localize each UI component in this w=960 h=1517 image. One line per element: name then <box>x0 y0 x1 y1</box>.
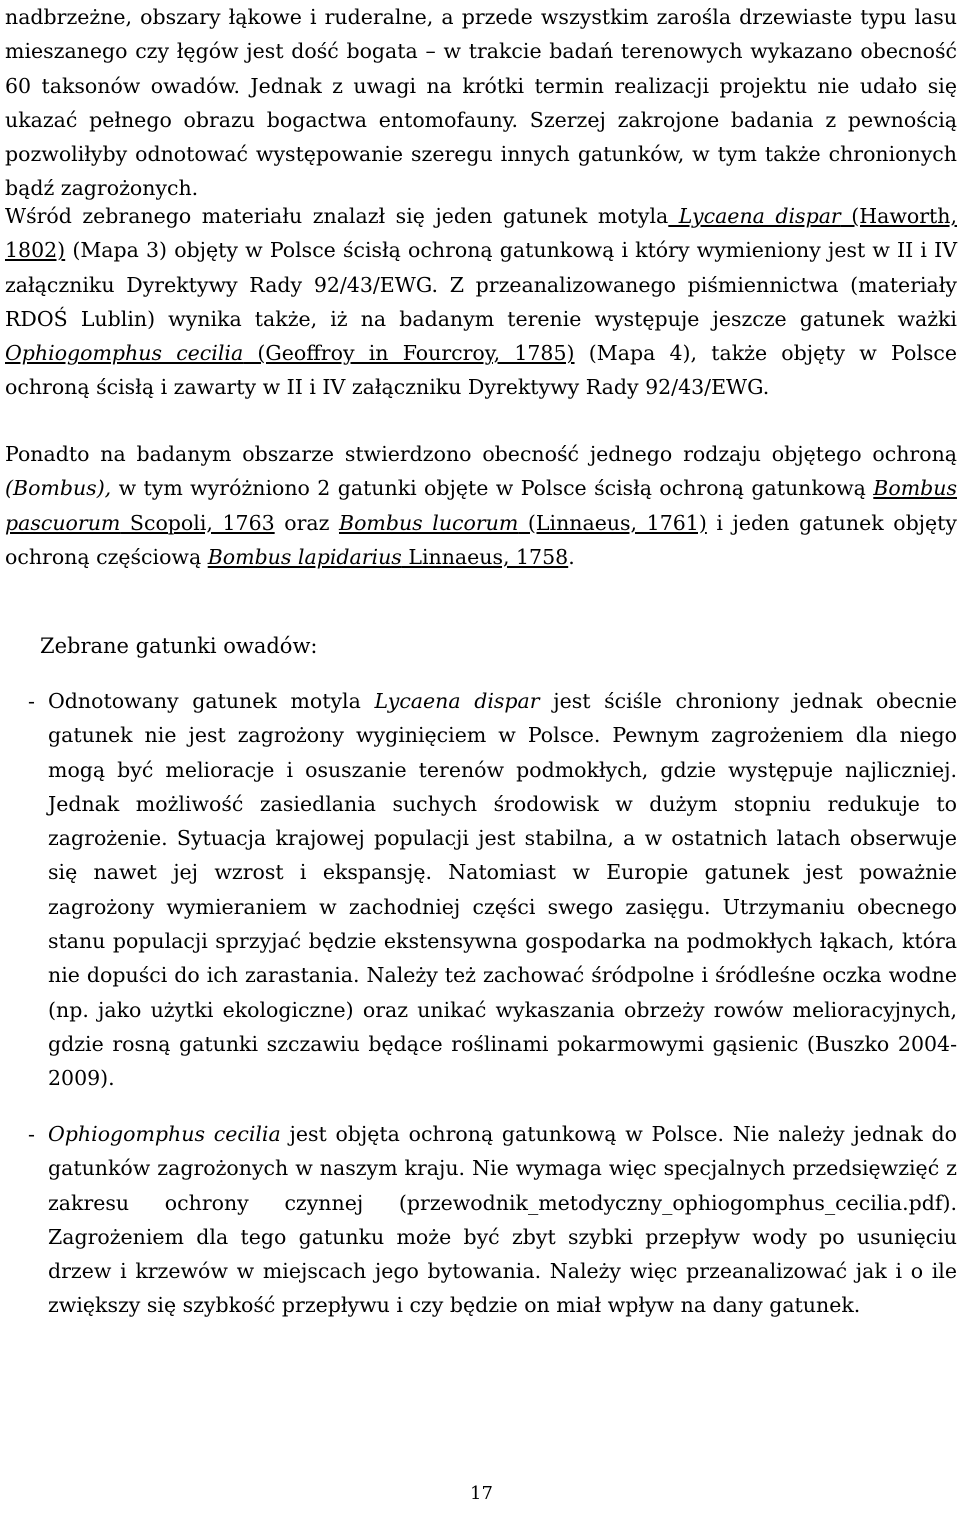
list-item-text <box>48 1117 957 1323</box>
text-segment: (Mapa 3) objęty w Polsce ścisłą ochroną gatunkową i który wymieniony jest w II i IV załączniku Dyrektywy Rady 92/43/EWG. Z przeanalizowanego piśmiennictwa (materiały RDOŚ Lublin) wynika także, iż na badanym terenie występuje jeszcze gatunek ważki <box>5 238 957 331</box>
species-name: Ophiogomphus cecilia <box>5 341 244 366</box>
species-name: Lycaena dispar <box>374 689 540 713</box>
species-name: Bombus pascuorum <box>5 476 957 535</box>
text-segment: jest ściśle chroniony jednak obecnie gatunek nie jest zagrożony wyginięciem w Polsce. Pewnym zagrożeniem dla niego mogą być melioracje i osuszanie terenów podmokłych, gdzie występuje najliczniej. Jednak możliwość zasiedlania suchych środowisk w dużym stopniu redukuje to zagrożenie. Sytuacja krajowej populacji jest stabilna, a w ostatnich latach obserwuje się nawet jej wzrost i ekspansję. Natomiast w Europie gatunek jest poważnie zagrożony wymieraniem w zachodniej części swego zasięgu. Utrzymaniu obecnego stanu populacji sprzyjać będzie ekstensywna gospodarka na podmokłych łąkach, która nie dopuści do ich zarastania. Należy też zachować śródpolne i śródleśne oczka wodne (np. jako użytki ekologiczne) oraz unikać wykaszania obrzeży rowów melioracyjnych, gdzie rosną gatunki szczawiu będące roślinami pokarmowymi gąsienic (Buszko 2004-2009). <box>48 689 957 1091</box>
species-bombus-lapidarius-ref <box>208 545 568 569</box>
species-author: Scopoli, 1763 <box>120 510 275 535</box>
text-segment: i jeden gatunek objęty ochroną częściową <box>5 510 957 569</box>
species-name: Lycaena dispar <box>668 204 841 228</box>
text-segment: Ponadto na badanym obszarze stwierdzono obecność jednego rodzaju objętego ochroną <box>5 442 957 466</box>
species-name: Bombus lapidarius <box>207 544 402 569</box>
text-segment: Odnotowany gatunek motyla <box>48 689 375 713</box>
section-heading: Zebrane gatunki owadów: <box>40 634 318 658</box>
species-author: (Linnaeus, 1761) <box>518 510 707 535</box>
species-bombus-lucorum-ref <box>339 511 707 535</box>
paragraph-1-text: nadbrzeżne, obszary łąkowe i ruderalne, a przede wszystkim zarośla drzewiaste typu lasu mieszanego czy łęgów jest dość bogata – w trakcie badań terenowych wykazano obecność 60 taksonów owadów. Jednak z uwagi na krótki termin realizacji projektu nie udało się ukazać pełnego obrazu bogactwa entomofauny. Szerzej zakrojone badania z pewnością pozwoliłyby odnotować występowanie szeregu innych gatunków, w tym także chronionych bądź zagrożonych. <box>5 5 957 201</box>
text-segment: (Mapa 4), także objęty w Polsce ochroną ścisłą i zawarty w II i IV załączniku Dyrektywy Rady 92/43/EWG. <box>5 341 958 400</box>
species-ophiogomphus-cecilia-ref <box>5 341 575 365</box>
list-item-lycaena-dispar <box>28 684 957 1096</box>
list-bullet: - <box>28 689 35 713</box>
paragraph-protected-species <box>5 199 957 405</box>
paragraph-bombus <box>5 437 957 574</box>
list-bullet: - <box>28 1122 35 1146</box>
species-name: Ophiogomphus cecilia <box>48 1122 281 1146</box>
species-author: (Geoffroy in Fourcroy, 1785) <box>243 341 575 366</box>
list-item-ophiogomphus-cecilia <box>28 1117 957 1323</box>
text-segment: oraz <box>274 510 339 535</box>
genus-bombus: (Bombus), <box>5 476 112 501</box>
species-author: Linnaeus, 1758 <box>401 544 569 569</box>
text-segment: jest objęta ochroną gatunkową w Polsce. Nie należy jednak do gatunków zagrożonych w naszym kraju. Nie wymaga więc specjalnych przedsięwzięć z zakresu ochrony czynnej (przewodnik_metodyczny_ophiogomphus_cecilia.pdf). Zagrożeniem dla tego gatunku może być zbyt szybki przepływ wody po usunięciu drzew i krzewów w miejscach jego bytowania. Należy więc przeanalizować jak i o ile zwiększy się szybkość przepływu i czy będzie on miał wpływ na dany gatunek. <box>48 1122 957 1318</box>
page-number: 17 <box>470 1483 493 1504</box>
text-segment: . <box>568 544 575 569</box>
list-item-text <box>48 684 957 1096</box>
text-segment: Wśród zebranego materiału znalazł się jeden gatunek motyla <box>5 204 669 228</box>
species-author: (Haworth, 1802) <box>5 204 957 263</box>
species-name: Bombus lucorum <box>339 510 519 535</box>
text-segment: w tym wyróżniono 2 gatunki objęte w Polsce ścisłą ochroną gatunkową <box>111 476 874 501</box>
paragraph-insect-richness <box>5 0 957 206</box>
